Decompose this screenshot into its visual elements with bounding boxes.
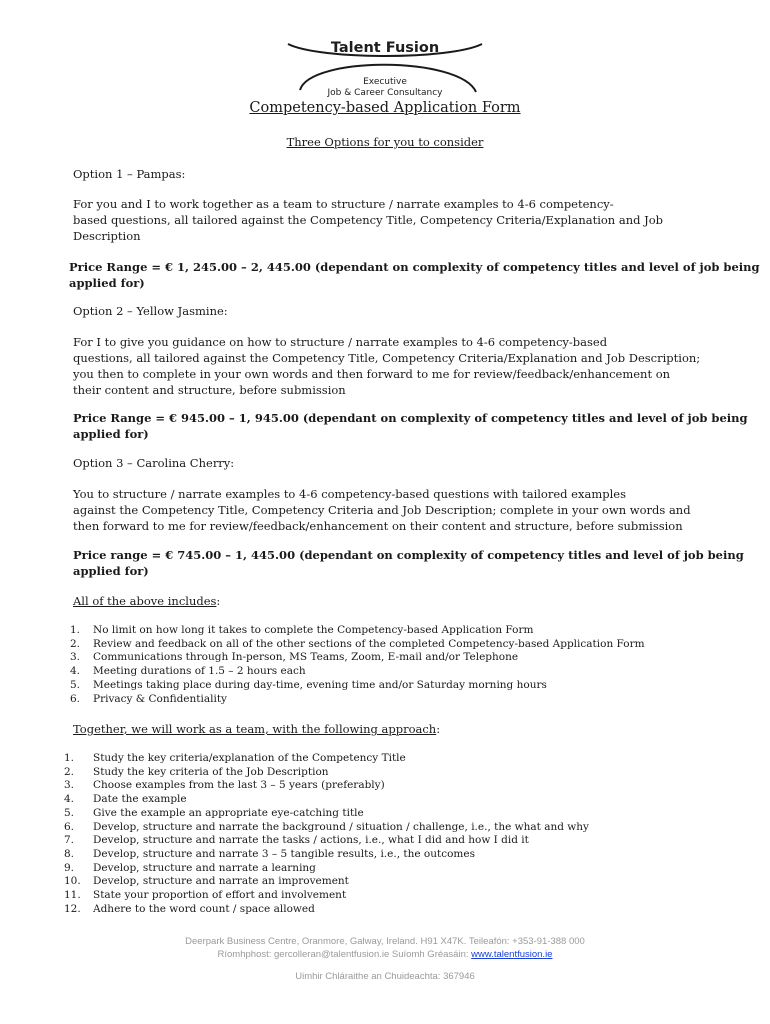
option1-price [69, 259, 760, 291]
list-text: Develop, structure and narrate the tasks / actions, i.e., what I did and how I did it [93, 834, 529, 847]
option2-price [73, 410, 748, 442]
option2-heading: Option 2 – Yellow Jasmine: [73, 304, 228, 318]
option2-line: questions, all tailored against the Competency Title, Competency Criteria/Explanation and Job Description; [73, 351, 701, 365]
logo-tagline-1: Executive [363, 77, 407, 87]
approach-list [64, 752, 589, 916]
option1-price-line: Price Range = € 1, 245.00 – 2, 445.00 (dependant on complexity of competency titles and level of job being [69, 260, 760, 274]
list-text: Study the key criteria/explanation of the Competency Title [93, 752, 406, 764]
includes-heading-text: All of the above includes [73, 594, 217, 608]
list-number: 1. [70, 624, 81, 636]
option3-line: You to structure / narrate examples to 4-6 competency-based questions with tailored examples [73, 487, 626, 501]
includes-heading-colon: : [216, 594, 221, 608]
list-item [64, 793, 589, 807]
list-item [70, 665, 645, 679]
list-item [70, 638, 645, 652]
list-number: 9. [64, 861, 75, 874]
list-text: Date the example [93, 793, 187, 806]
website-link[interactable]: www.talentfusion.ie [471, 949, 553, 960]
list-number: 2. [64, 765, 75, 778]
option1-line: based questions, all tailored against the Competency Title, Competency Criteria/Explanation and Job [73, 213, 664, 227]
list-number: 2. [70, 637, 81, 650]
list-text: Meetings taking place during day-time, evening time and/or Saturday morning hours [93, 678, 547, 691]
option2-line: you then to complete in your own words and then forward to me for review/feedback/enhancement on [73, 367, 671, 381]
list-item [64, 834, 589, 848]
list-text: Study the key criteria of the Job Description [93, 765, 329, 778]
footer-contact [0, 949, 770, 960]
list-text: Develop, structure and narrate an improvement [93, 875, 349, 888]
includes-list [70, 624, 645, 706]
list-item [70, 651, 645, 665]
option1-line: Description [73, 229, 141, 243]
option3-heading: Option 3 – Carolina Cherry: [73, 456, 235, 470]
approach-heading [73, 722, 440, 736]
list-text: Develop, structure and narrate 3 – 5 tangible results, i.e., the outcomes [93, 847, 475, 860]
option3-price-line: applied for) [73, 564, 149, 578]
list-item [64, 821, 589, 835]
list-item [64, 903, 589, 917]
option3-line: against the Competency Title, Competency Criteria and Job Description; complete in your own words and [73, 503, 691, 517]
list-number: 10. [64, 875, 81, 888]
list-item [70, 624, 645, 638]
list-number: 4. [70, 665, 81, 678]
option3-price [73, 547, 744, 579]
includes-heading [73, 594, 220, 608]
list-text: Review and feedback on all of the other sections of the completed Competency-based Application Form [93, 637, 645, 650]
option1-line: For you and I to work together as a team to structure / narrate examples to 4-6 competency- [73, 197, 614, 211]
list-text: State your proportion of effort and involvement [93, 889, 347, 902]
list-item [64, 766, 589, 780]
list-text: Privacy & Confidentiality [93, 692, 227, 705]
list-number: 3. [64, 779, 75, 792]
list-number: 7. [64, 834, 75, 847]
list-text: Communications through In-person, MS Teams, Zoom, E-mail and/or Telephone [93, 651, 519, 664]
list-number: 5. [70, 678, 81, 691]
option2-price-line: applied for) [73, 427, 149, 441]
option2-description [73, 334, 700, 398]
list-number: 6. [70, 692, 81, 705]
list-number: 6. [64, 820, 75, 833]
option2-line: For I to give you guidance on how to structure / narrate examples to 4-6 competency-based [73, 335, 608, 349]
list-text: No limit on how long it takes to complete the Competency-based Application Form [93, 624, 534, 636]
list-item [64, 875, 589, 889]
list-number: 11. [64, 889, 81, 902]
list-item [64, 848, 589, 862]
list-item [70, 679, 645, 693]
option1-heading: Option 1 – Pampas: [73, 167, 186, 181]
footer-registration: Uimhir Chláraithe an Chuideachta: 367946 [295, 971, 475, 982]
option1-price-line: applied for) [69, 276, 145, 290]
logo-name: Talent Fusion [330, 40, 440, 56]
option3-line: then forward to me for review/feedback/enhancement on their content and structure, before submission [73, 519, 683, 533]
page-subtitle: Three Options for you to consider [286, 135, 484, 149]
list-text: Develop, structure and narrate a learning [93, 861, 316, 874]
list-text: Develop, structure and narrate the background / situation / challenge, i.e., the what and why [93, 820, 589, 833]
option2-price-line: Price Range = € 945.00 – 1, 945.00 (dependant on complexity of competency titles and level of job being [73, 411, 748, 425]
list-text: Give the example an appropriate eye-catching title [93, 806, 364, 819]
option2-line: their content and structure, before submission [73, 383, 346, 397]
list-text: Choose examples from the last 3 – 5 years (preferably) [93, 779, 385, 792]
list-number: 1. [64, 752, 75, 764]
option3-description [73, 486, 691, 534]
logo-tagline-2: Job & Career Consultancy [327, 88, 443, 98]
footer-email: Ríomhphost: gercolleran@talentfusion.ie Suíomh Gréasáin: [217, 949, 472, 960]
page-title: Competency-based Application Form [249, 100, 521, 116]
option3-price-line: Price range = € 745.00 – 1, 445.00 (dependant on complexity of competency titles and level of job being [73, 548, 744, 562]
list-text: Adhere to the word count / space allowed [93, 902, 315, 915]
list-number: 4. [64, 793, 75, 806]
option1-description [73, 196, 663, 244]
list-item [70, 693, 645, 707]
footer-address: Deerpark Business Centre, Oranmore, Galway, Ireland. H91 X47K. Teileafón: +353-91-388 000 [185, 936, 585, 947]
list-number: 8. [64, 847, 75, 860]
list-item [64, 862, 589, 876]
list-item [64, 889, 589, 903]
list-item [64, 779, 589, 793]
approach-heading-colon: : [436, 722, 441, 736]
list-number: 5. [64, 806, 75, 819]
list-item [64, 752, 589, 766]
list-text: Meeting durations of 1.5 – 2 hours each [93, 665, 306, 678]
list-number: 3. [70, 651, 81, 664]
approach-heading-text: Together, we will work as a team, with the following approach [73, 722, 437, 736]
list-item [64, 807, 589, 821]
list-number: 12. [64, 902, 81, 915]
